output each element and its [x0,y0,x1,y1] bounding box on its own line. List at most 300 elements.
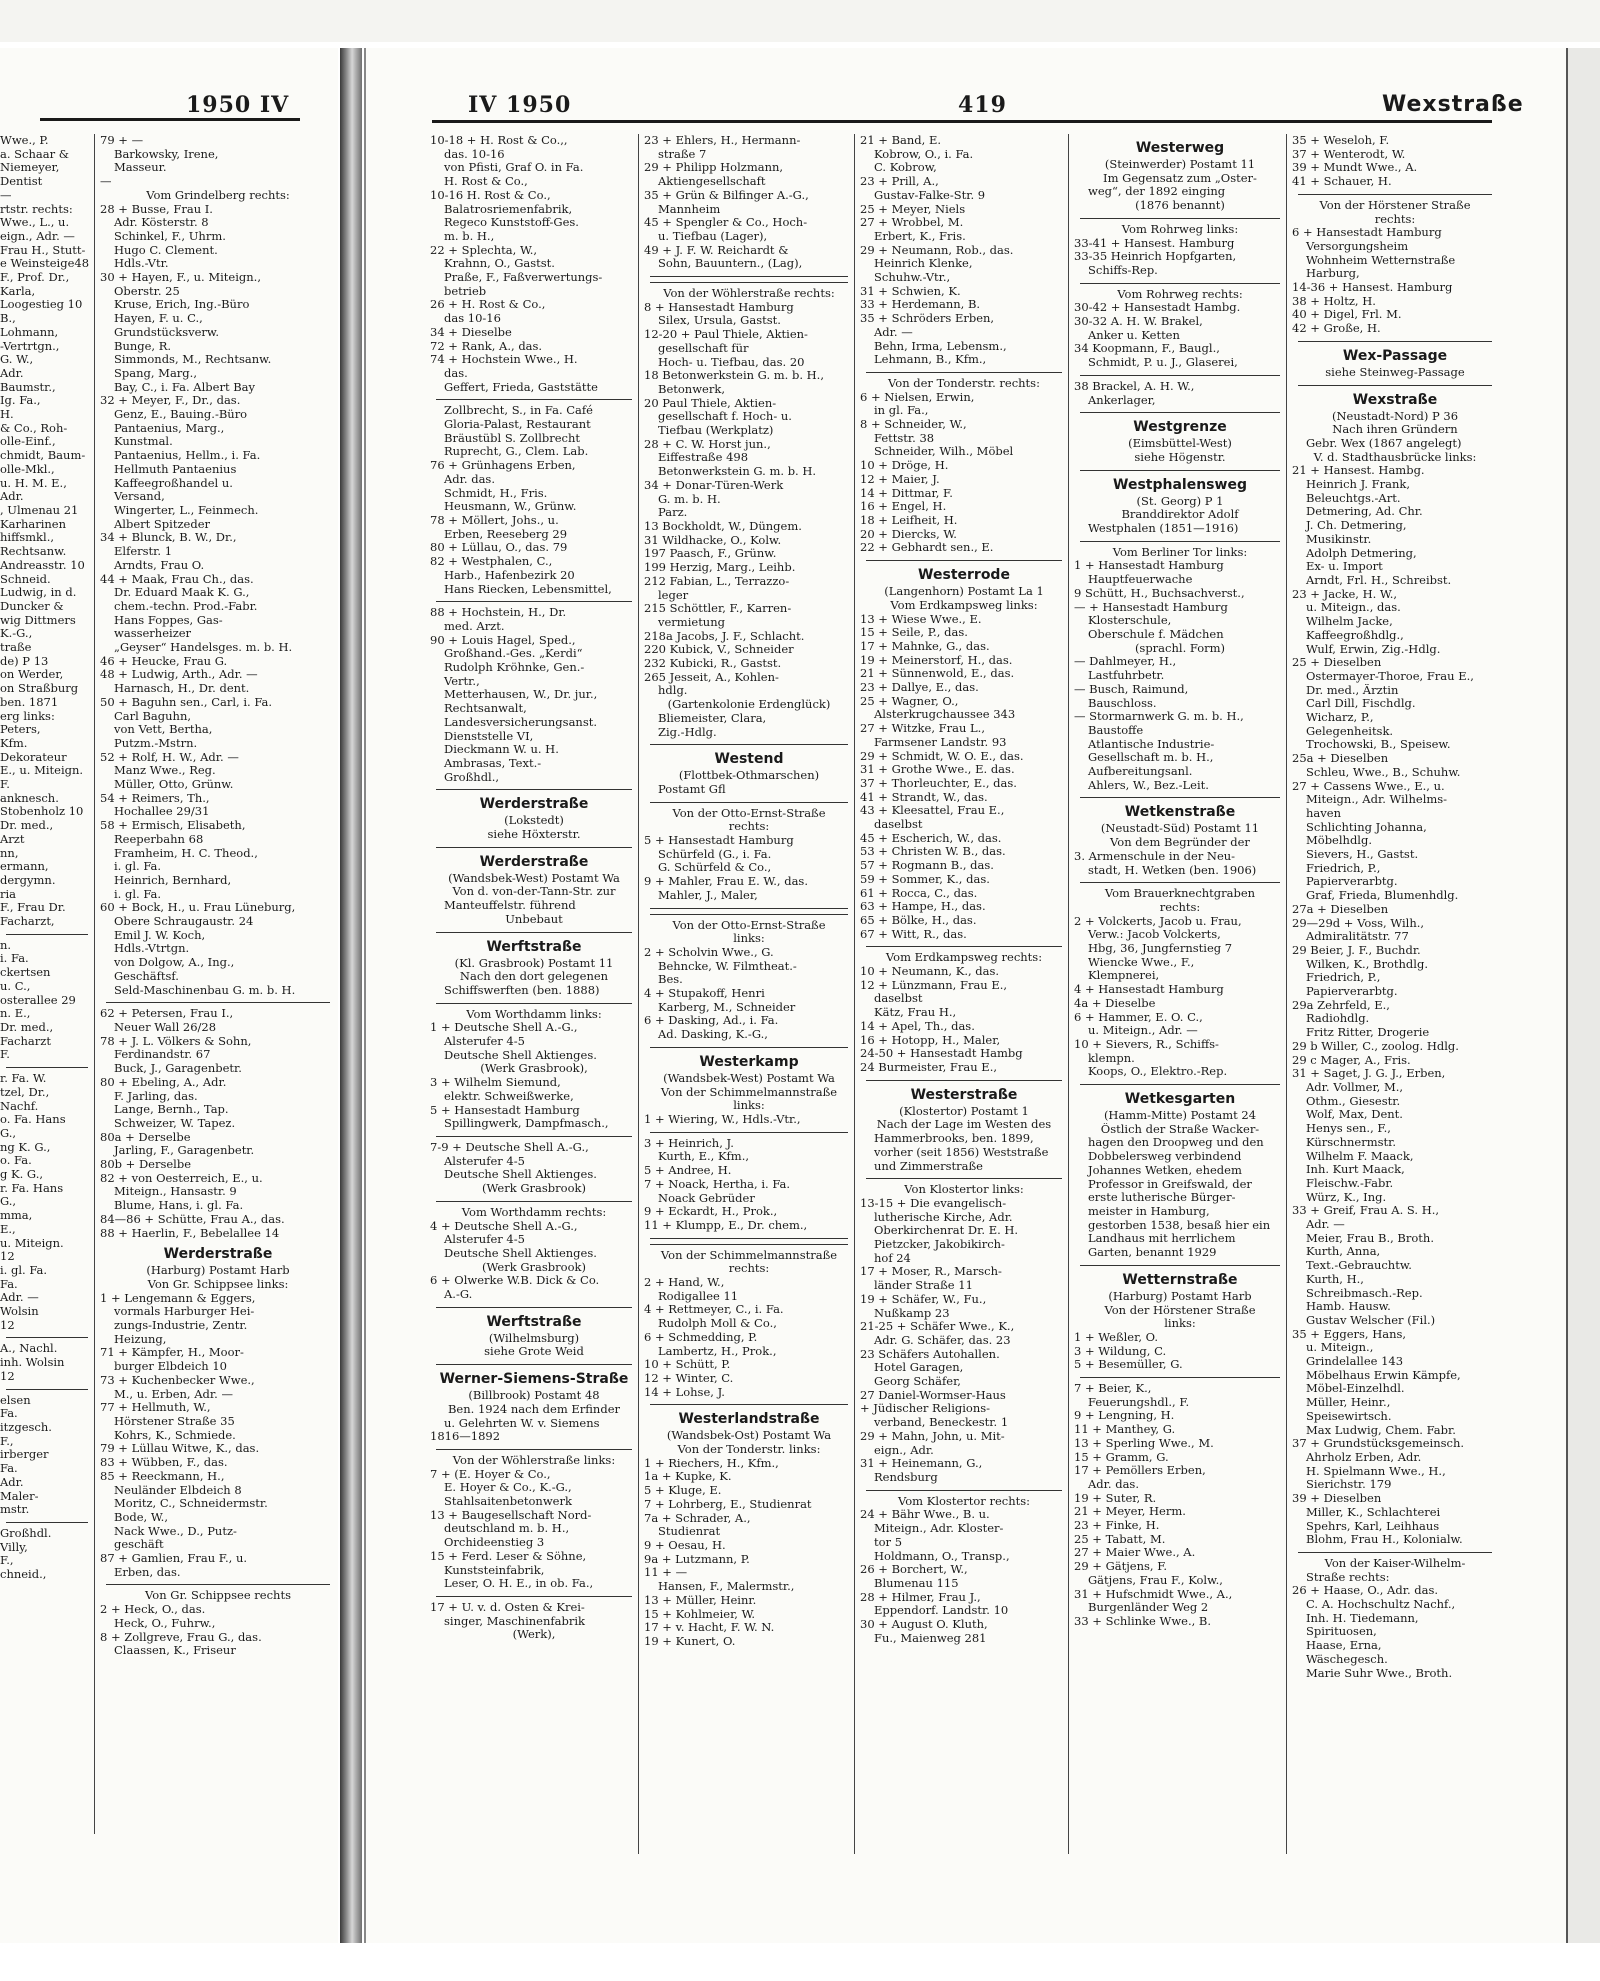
directory-entry: anknesch. [0,791,59,805]
directory-entry: 32 + Meyer, F., Dr., das. [100,394,241,408]
directory-entry: Seld-Maschinenbau G. m. b. H. [114,983,296,997]
directory-entry: 3. Armenschule in der Neu- [1074,849,1236,863]
directory-entry: Adr. [0,490,24,504]
directory-entry: 35 + Schröders Erben, [860,312,995,326]
directory-entry: Atlantische Industrie- [1088,737,1215,751]
section-divider [866,560,1062,561]
directory-entry: F. Jarling, das. [114,1089,198,1103]
directory-entry: siehe Steinweg-Passage [1325,365,1465,379]
directory-entry: Versand, [114,490,165,504]
directory-entry: 28 + Busse, Frau I. [100,202,213,216]
directory-entry: Georg Schäfer, [874,1375,961,1389]
directory-entry: 2 + Heck, O., das. [100,1603,206,1617]
directory-entry: 9 + Eckardt, H., Prok., [644,1205,778,1219]
directory-entry: siehe Högenstr. [1134,450,1226,464]
directory-entry: 5 + Andree, H. [644,1164,732,1178]
street-heading: Werner-Siemens-Straße [439,1371,629,1388]
directory-entry: Simmonds, M., Rechtsanw. [114,353,272,367]
directory-entry: Wolf, Max, Dent. [1306,1108,1403,1122]
directory-entry: Wwe., L., u. [0,216,70,230]
directory-entry: irberger [0,1448,49,1462]
directory-entry: (Wandsbek-Ost) Postamt Wa [666,1429,832,1443]
directory-entry: daselbst [874,992,923,1006]
directory-entry: 5 + Kluge, E. [644,1484,722,1498]
directory-entry: Grindelallee 143 [1306,1355,1404,1369]
directory-entry: Alsterufer 4-5 [444,1233,525,1247]
directory-entry: u. Miteign., Adr. — [1088,1024,1198,1038]
directory-entry: Farmsener Landstr. 93 [874,735,1007,749]
directory-entry: (Langenhorn) Postamt La 1 [884,585,1044,599]
directory-entry: 14 + Dittmar, F. [860,486,953,500]
directory-entry: verband, Beneckestr. 1 [874,1416,1009,1430]
directory-entry: Erben, Reeseberg 29 [444,527,568,541]
directory-entry: Vom Rohrweg links: [1121,222,1239,236]
directory-entry: Sohn, Bauuntern., (Lag), [658,257,803,271]
directory-entry: Deutsche Shell Aktienges. [444,1246,597,1260]
directory-entry: inh. Wolsin [0,1356,65,1370]
directory-entry: 1 + Wiering, W., Hdls.-Vtr., [644,1113,801,1126]
directory-entry: Lange, Bernh., Tap. [114,1103,229,1117]
directory-entry: Reeperbahn 68 [114,832,204,846]
directory-entry: tzel, Dr., [0,1085,50,1099]
directory-entry: 27a + Dieselben [1292,902,1389,916]
directory-entry: wig Dittmers [0,613,76,627]
directory-entry: 19 + Kunert, O. [644,1634,736,1648]
directory-entry: 12-20 + Paul Thiele, Aktien- [644,328,808,342]
directory-entry: 28 + Hilmer, Frau J., [860,1590,981,1604]
directory-entry: 15 + Kohlmeier, W. [644,1607,756,1621]
directory-entry: 1 + Lengemann & Eggers, [100,1291,256,1305]
directory-entry: Hochallee 29/31 [114,805,210,819]
directory-entry: 33-35 Heinrich Hopfgarten, [1074,250,1237,264]
directory-entry: Rechtsanw. [0,545,67,559]
directory-entry: F., Prof. Dr., [0,271,70,285]
directory-entry: 28 + C. W. Horst jun., [644,437,771,451]
directory-entry: Radiohdlg. [1306,1012,1370,1026]
directory-entry: länder Straße 11 [874,1279,973,1293]
directory-entry: ckertsen [0,966,51,980]
directory-entry: 212 Fabian, L., Terrazzo- [644,574,790,588]
section-divider [650,914,848,915]
directory-entry: 37 + Wenterodt, W. [1292,147,1406,161]
directory-entry: Schweizer, W. Tapez. [114,1116,236,1130]
right-header-rule [432,120,1492,123]
directory-entry: 10-18 + H. Rost & Co.,, [430,134,568,147]
directory-entry: Landesversicherungsanst. [444,715,598,729]
directory-entry: — [0,188,12,202]
directory-entry: gesellschaft f. Hoch- u. [658,410,792,424]
directory-entry: 6 + Schmedding, P. [644,1330,758,1344]
directory-entry: Loogestieg 10 [0,298,83,312]
directory-entry: Bauschloss. [1088,696,1157,710]
directory-entry: 82 + von Oesterreich, E., u. [100,1171,263,1185]
directory-column [860,134,1069,1854]
directory-entry: A., Nachl. [0,1342,58,1356]
directory-entry: 16 + Engel, H. [860,500,947,514]
directory-entry: Detmering, Ad. Chr. [1306,505,1423,519]
directory-entry: 45 + Spengler & Co., Hoch- [644,216,808,230]
street-heading: Westerlandstraße [678,1411,820,1428]
directory-entry: Kaffeegroßhdlg., [1306,628,1404,642]
directory-entry: Johannes Wetken, ehedem [1088,1163,1242,1177]
directory-entry: V. d. Stadthausbrücke links: [1313,450,1477,464]
directory-entry: meister in Hamburg, [1088,1205,1210,1218]
directory-entry: (Harburg) Postamt Harb [1108,1289,1252,1303]
directory-entry: Betonwerkstein G. m. b. H. [658,465,817,479]
directory-entry: Bode, W., [114,1510,168,1524]
directory-entry: 37 + Thorleuchter, E., das. [860,776,1017,790]
directory-entry: Oberstr. 25 [114,284,180,298]
directory-entry: 25 + Meyer, Niels [860,202,966,216]
directory-entry: olle-Einf., [0,435,56,449]
directory-entry: Ex- u. Import [1306,560,1383,574]
directory-entry: 71 + Kämpfer, H., Moor- [100,1346,244,1360]
directory-entry: G., [0,1195,17,1209]
directory-entry: 85 + Reeckmann, H., [100,1469,225,1483]
directory-entry: 8 + Hansestadt Hamburg [644,300,794,314]
directory-entry: e Weinsteige48 [0,257,90,271]
directory-entry: Niemeyer, [0,161,60,175]
directory-entry: — Busch, Raimund, [1074,682,1189,696]
directory-entry: Othm., Giesestr. [1306,1094,1401,1108]
directory-entry: Von der Otto-Ernst-Straße [672,806,826,820]
street-heading: Werftstraße [486,1313,582,1330]
directory-entry: 46 + Heucke, Frau G. [100,654,228,668]
directory-entry: 7a + Schrader, A., [644,1511,751,1525]
directory-entry: (Wandsbek-West) Postamt Wa [448,871,620,885]
directory-entry: 12 [0,1318,15,1332]
directory-entry: 8 + Schneider, W., [860,418,967,432]
directory-entry: Wwe., P. [0,134,49,147]
directory-entry: Fa. [0,1462,18,1476]
directory-entry: (Billbrook) Postamt 48 [468,1389,600,1403]
directory-entry: (Steinwerder) Postamt 11 [1104,158,1256,171]
directory-entry: eign., Adr. [874,1443,934,1457]
directory-entry: F., [0,1554,14,1568]
directory-entry: 9a + Lutzmann, P. [644,1552,750,1566]
section-divider [650,1404,848,1405]
directory-entry: 31 + Schwien, K. [860,284,961,298]
directory-entry: links: [733,932,765,946]
scan-top-margin [0,0,1600,42]
section-divider [436,1307,632,1308]
directory-entry: Von der Kaiser-Wilhelm- [1324,1556,1466,1570]
directory-entry: 35 + Grün & Bilfinger A.-G., [644,188,809,202]
directory-entry: 38 + Holtz, H. [1292,294,1376,308]
directory-entry: 33 + Schlinke Wwe., B. [1074,1614,1212,1628]
directory-entry: 4 + Rettmeyer, C., i. Fa. [644,1303,784,1317]
directory-entry: 10 + Dröge, H. [860,459,949,473]
section-divider [436,1003,632,1004]
directory-entry: Trochowski, B., Speisew. [1306,738,1451,752]
directory-entry: Kaffeegroßhandel u. [114,476,233,490]
directory-entry: eign., Adr. — [0,229,75,243]
directory-entry: Kunstmal. [114,435,173,449]
directory-entry: Vom Rohrweg rechts: [1117,287,1243,301]
directory-entry: Eppendorf. Landstr. 10 [874,1604,1009,1618]
directory-entry: Bräustübl S. Zollbrecht [444,431,581,445]
directory-entry: u. C., [0,979,31,993]
left-header-rule [40,118,300,121]
directory-entry: 41 + Strandt, W., das. [860,790,988,804]
directory-entry: 80 + Ebeling, A., Adr. [100,1075,227,1089]
directory-entry: Emil J. W. Koch, [114,928,206,942]
directory-entry: Miller, K., Schlachterei [1306,1505,1441,1519]
directory-entry: 60 + Bock, H., u. Frau Lüneburg, [100,901,296,915]
street-heading: Werderstraße [163,1246,273,1263]
directory-entry: 87 + Gamlien, Frau F., u. [100,1552,248,1566]
directory-entry: Leser, O. H. E., in ob. Fa., [444,1577,594,1591]
directory-entry: Miteign., Adr. Wilhelms- [1306,793,1448,807]
directory-entry: med. Arzt. [444,619,505,633]
directory-entry: links: [733,1099,765,1113]
directory-entry: Wicharz, P., [1306,711,1374,725]
directory-entry: Buck, J., Garagenbetr. [114,1062,242,1076]
directory-entry: Heinrich J. Frank, [1306,478,1410,492]
directory-entry: 79 + Lüllau Witwe, K., das. [100,1442,260,1456]
directory-entry: rechts: [728,820,770,834]
directory-entry: Meier, Frau B., Broth. [1306,1231,1434,1245]
directory-entry: Gustav Welscher (Fil.) [1306,1313,1436,1327]
directory-entry: (Werk Grasbrook), [480,1062,588,1076]
directory-entry: Oberschule f. Mädchen [1088,627,1224,641]
directory-entry: 1 + Riechers, H., Kfm., [644,1456,779,1470]
directory-entry: 5 + Besemüller, G. [1074,1358,1183,1372]
directory-entry: E. Hoyer & Co., K.-G., [444,1481,572,1495]
directory-entry: 17 + Mahnke, G., das. [860,639,990,653]
directory-entry: u. Miteign., [1306,1341,1374,1355]
directory-entry: Beleuchtgs.-Art. [1306,491,1401,505]
directory-entry: H. Spielmann Wwe., H., [1306,1464,1446,1478]
directory-entry: 12 + Winter, C. [644,1371,734,1385]
directory-entry: Dr. med., [0,819,54,833]
directory-entry: 23 + Prill, A., [860,175,939,189]
directory-entry: Großhdl., [444,770,500,784]
directory-entry: 83 + Wübben, F., das. [100,1456,228,1470]
directory-entry: 19 + Meinerstorf, H., das. [860,653,1013,667]
directory-entry: Hammerbrooks, ben. 1899, [874,1132,1034,1146]
directory-entry: Garten, benannt 1929 [1088,1246,1217,1260]
directory-entry: Gelegenheitsk. [1306,724,1394,738]
directory-entry: Barkowsky, Irene, [114,147,219,161]
directory-entry: Von der Hörstener Straße [1319,198,1471,212]
directory-entry: Straße rechts: [1306,1570,1390,1584]
directory-entry: 53 + Christen W. B., das. [860,845,1006,859]
directory-entry: Klempnerei, [1088,969,1160,983]
directory-entry: Blumenau 115 [874,1576,959,1590]
directory-entry: Albert Spitzeder [114,517,210,531]
directory-entry: a. Schaar & [0,147,69,161]
section-divider [1080,1265,1280,1266]
directory-entry: Rudolph Kröhnke, Gen.- [444,661,585,675]
scan-right-edge [1566,48,1600,1943]
directory-entry: 6 + Olwerke W.B. Dick & Co. [430,1274,600,1288]
directory-entry: Carl Dill, Fischdlg. [1306,697,1416,711]
directory-entry: — [100,175,112,189]
directory-entry: Manteuffelstr. führend [444,899,576,913]
street-heading: Werderstraße [479,796,589,813]
directory-entry: o. Fa. Hans [0,1113,66,1127]
directory-entry: 7 + Beier, K., [1074,1382,1152,1396]
directory-entry: Östlich der Straße Wacker- [1100,1122,1260,1136]
directory-entry: F. [0,1048,10,1062]
directory-entry: 12 [0,1369,15,1383]
left-page-header: 1950 IV [186,92,290,118]
directory-entry: Ruprecht, G., Clem. Lab. [444,445,589,459]
section-divider [1080,1377,1280,1378]
directory-entry: Hotel Garagen, [874,1361,964,1375]
directory-entry: Vom Grindelberg rechts: [146,188,290,202]
directory-entry: r. Fa. Hans [0,1181,64,1195]
directory-entry: 79 + — [100,134,144,147]
directory-entry: Branddirektor Adolf [1121,508,1239,522]
directory-entry: Ben. 1924 nach dem Erfinder [447,1402,621,1416]
directory-entry: Zig.-Hdlg. [658,725,717,739]
directory-entry: Praße, F., Faßverwertungs- [444,271,603,285]
directory-entry: Holdmann, O., Transp., [874,1549,1010,1563]
directory-entry: rechts: [1159,900,1201,914]
directory-entry: Maler- [0,1489,39,1503]
directory-entry: Erbert, K., Fris. [874,229,966,243]
directory-entry: 21 + Sünnenwold, E., das. [860,667,1015,681]
section-divider [436,1596,632,1597]
directory-entry: Lehmann, B., Kfm., [874,353,987,367]
directory-entry: Hbg, 36, Jungfernstieg 7 [1088,942,1233,956]
directory-entry: Gustav-Falke-Str. 9 [874,188,986,202]
directory-entry: wasserheizer [114,627,192,641]
directory-column [0,134,95,1834]
directory-entry: (Flottbek-Othmarschen) [678,769,820,783]
directory-entry: gestorben 1538, besaß hier ein [1088,1218,1271,1232]
directory-entry: Vom Worthdamm rechts: [461,1205,607,1219]
directory-entry: burger Elbdeich 10 [114,1360,228,1374]
directory-entry: 21 + Meyer, Herm. [1074,1505,1186,1519]
directory-entry: 37 + Grundstücksgemeinsch. [1292,1437,1465,1451]
directory-entry: i. gl. Fa. [0,1263,48,1277]
directory-entry: Kruse, Erich, Ing.-Büro [114,298,250,312]
directory-entry: i. Fa. [0,952,29,966]
directory-entry: G. Schürfeld & Co., [658,861,772,875]
directory-entry: g K. G., [0,1168,44,1182]
directory-entry: ben. 1871 [0,695,59,709]
section-divider [866,372,1062,373]
directory-entry: 20 + Diercks, W. [860,527,957,541]
directory-entry: 31 + Saget, J. G. J., Erben, [1292,1067,1446,1081]
section-divider [650,1047,848,1048]
directory-entry: 10 + Neumann, K., das. [860,965,1000,979]
directory-entry: Adr. das. [1088,1477,1139,1491]
directory-entry: Betonwerk, [658,382,725,396]
directory-entry: von Vett, Bertha, [114,723,213,737]
directory-entry: Schleu, Wwe., B., Schuhw. [1306,765,1461,779]
directory-entry: leger [658,588,689,602]
directory-entry: Ig. Fa., [0,394,41,408]
directory-entry: 9 + Oesau, H. [644,1538,726,1552]
directory-entry: 14-36 + Hansest. Hamburg [1292,281,1453,295]
directory-entry: 12 + Lünzmann, Frau E., [860,978,1008,992]
directory-entry: , Ulmenau 21 [0,503,79,517]
section-divider [1080,218,1280,219]
directory-entry: Von der Wöhlerstraße links: [452,1453,616,1467]
directory-entry: 80 + Lüllau, O., das. 79 [430,541,568,555]
section-divider [1080,470,1280,471]
directory-entry: 76 + Grünhagens Erben, [430,459,576,473]
directory-entry: H. Rost & Co., [444,175,528,189]
directory-entry: 2 + Hand, W., [644,1276,725,1290]
directory-entry: Alsterkrugchaussee 343 [874,708,1016,722]
directory-entry: 220 Kubick, V., Schneider [644,643,794,657]
section-divider [650,802,848,803]
directory-entry: Adr. — [0,1291,39,1305]
directory-entry: Ankerlager, [1088,393,1156,407]
directory-entry: Von dem Begründer der [1110,836,1250,850]
directory-entry: Landhaus mit herrlichem [1088,1232,1236,1246]
section-divider [106,1002,330,1003]
directory-entry: Lambertz, H., Prok., [658,1344,777,1358]
directory-entry: -Vertrtgn., [0,339,60,353]
directory-entry: Orchideenstieg 3 [444,1536,545,1550]
directory-entry: Von der Hörstener Straße [1104,1303,1256,1317]
directory-entry: de) P 13 [0,654,49,668]
directory-entry: vorher (seit 1856) Weststraße [874,1145,1049,1159]
directory-entry: Im Gegensatz zum „Oster- [1103,171,1257,185]
directory-entry: r. Fa. W. [0,1072,47,1086]
directory-entry: Hayen, F. u. C., [114,312,203,326]
directory-entry: deutschland m. b. H., [444,1522,570,1536]
directory-entry: 30 + Hayen, F., u. Miteign., [100,271,261,285]
directory-entry: 1816—1892 [430,1430,501,1444]
directory-entry: 19 + Suter, R. [1074,1491,1157,1505]
directory-entry: Peters, [0,723,41,737]
directory-entry: Pietzcker, Jakobikirch- [874,1238,1005,1252]
section-divider [436,1449,632,1450]
directory-entry: 22 + Splechta, W., [430,243,538,257]
section-divider [436,1364,632,1365]
directory-entry: K.-G., [0,627,33,641]
directory-entry: Putzm.-Mstrn. [114,736,198,750]
directory-entry: Hellmuth Pantaenius [114,462,237,476]
directory-entry: straße 7 [658,147,707,161]
directory-entry: Hauptfeuerwache [1088,573,1193,587]
directory-entry: Von d. von-der-Tann-Str. zur [452,885,616,899]
directory-entry: 7-9 + Deutsche Shell A.-G., [430,1141,589,1154]
directory-entry: 88 + Hochstein, H., Dr. [430,606,567,620]
street-heading: Wex-Passage [1342,347,1448,364]
directory-entry: 6 + Nielsen, Erwin, [860,390,975,404]
directory-entry: rechts: [1374,212,1416,226]
directory-entry: Nußkamp 23 [874,1306,950,1320]
directory-entry: 25 + Dieselben [1292,656,1382,670]
directory-entry: Haase, Erna, [1306,1639,1382,1653]
section-divider [436,399,632,400]
directory-entry: Text.-Gebrauchtw. [1306,1259,1412,1273]
directory-entry: 27 + Maier Wwe., A. [1074,1546,1196,1560]
directory-entry: — + Hansestadt Hamburg [1074,600,1228,614]
directory-entry: 17 + U. v. d. Osten & Krei- [430,1600,585,1614]
directory-entry: Adr. Kösterstr. 8 [114,216,209,230]
directory-entry: Inh. H. Tiedemann, [1306,1611,1419,1625]
directory-entry: 50 + Baguhn sen., Carl, i. Fa. [100,695,273,709]
book-spine [340,48,362,1943]
section-divider [1080,375,1280,376]
directory-entry: 27 + Cassens Wwe., E., u. [1292,779,1445,793]
directory-entry: Fa. [0,1277,18,1291]
section-divider [866,1490,1062,1491]
directory-entry: in gl. Fa., [874,404,929,418]
directory-entry: 8 + Zollgreve, Frau G., das. [100,1630,262,1644]
section-divider [436,1136,632,1137]
directory-entry: Vom Berliner Tor links: [1112,545,1248,559]
